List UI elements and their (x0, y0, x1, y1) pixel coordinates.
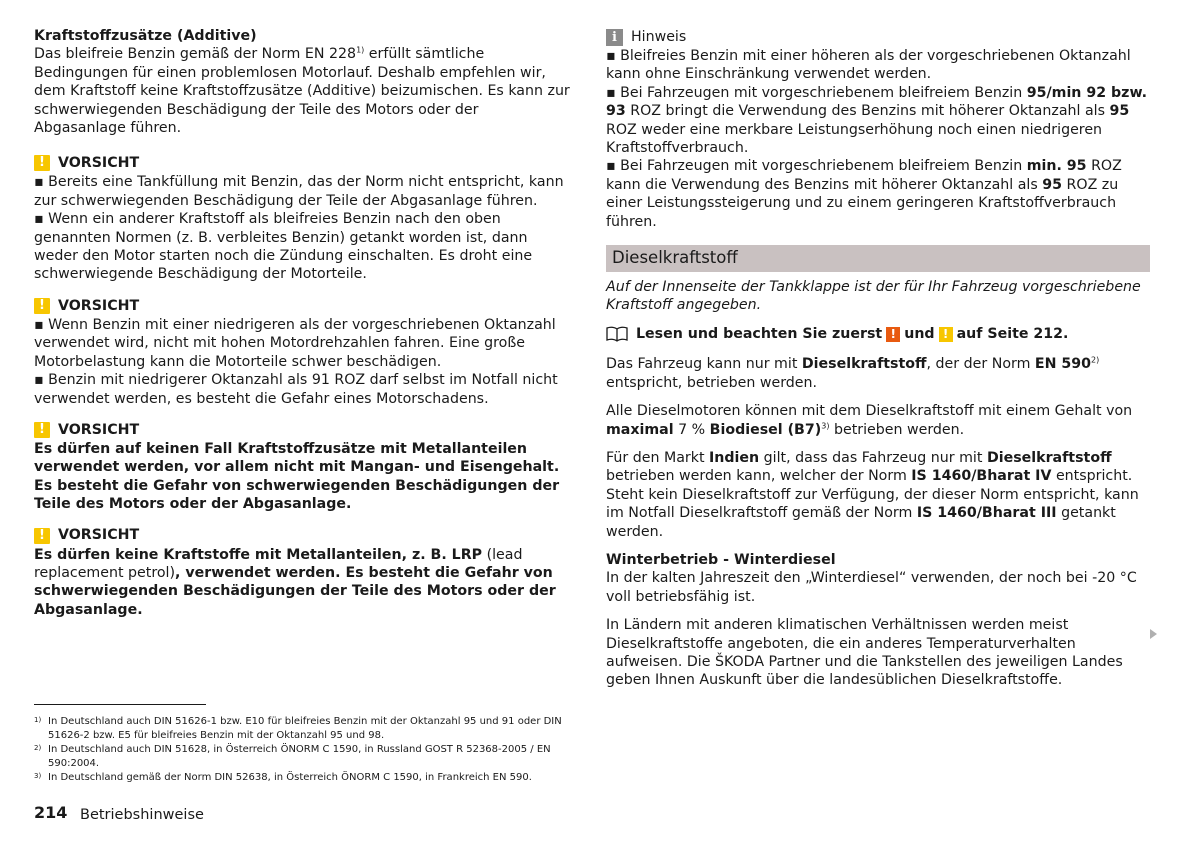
caution-1-header (34, 153, 574, 173)
text: , der der Norm (926, 356, 1035, 373)
warning-icon: ! (34, 155, 50, 171)
section-intro: Auf der Innenseite der Tankklappe ist der für Ihr Fahrzeug vorgeschriebene Kraftstoff angegeben. (606, 279, 1141, 314)
hint-header (606, 27, 1150, 47)
footnote (34, 743, 594, 770)
read-first-row (606, 325, 1150, 343)
hint-item (606, 84, 1150, 158)
warning-icon: ! (34, 528, 50, 544)
bold-text: Dieselkraftstoff (801, 356, 927, 373)
page-section: Betriebshinweise (80, 807, 204, 823)
hint-text: ▪ Bei Fahrzeugen mit vorgeschriebenem bleifreiem Benzin (606, 158, 1027, 175)
section-title-bar (606, 245, 1150, 272)
read-first-text: Lesen und beachten Sie zuerst (636, 325, 883, 342)
hint-item (606, 157, 1150, 231)
caution-label: VORSICHT (58, 297, 140, 314)
footnote-ref-3: 3) (821, 420, 830, 430)
text: entspricht. Steht kein Dieselkraftstoff zur Verfügung, der dieser Norm entspricht, kann im Notfall Dieselkraftstoff gemäß der Norm (606, 468, 1139, 522)
text: gilt, dass das Fahrzeug nur mit (759, 449, 987, 466)
danger-icon[interactable]: ! (886, 327, 900, 342)
footnote-number: 1) (34, 716, 42, 724)
hint-text: ROZ kann die Verwendung des Benzins mit höherer Oktanzahl als (606, 158, 1122, 193)
info-icon: i (606, 29, 623, 46)
hint-bold: 95 (1109, 103, 1130, 120)
caution-4-text-a: Es dürfen keine Kraftstoffe mit Metallanteilen, z. B. LRP (34, 546, 483, 563)
bold-text: EN 590 (1034, 356, 1092, 373)
section-title: Dieselkraftstoff (612, 248, 738, 268)
text: Das Fahrzeug kann nur mit (606, 356, 802, 373)
footnote-number: 2) (34, 744, 42, 753)
bold-text: IS 1460/Bharat IV (911, 468, 1052, 485)
caution-3-text: Es dürfen auf keinen Fall Kraftstoffzusätze mit Metallanteilen verwendet werden, vor allem nicht mit Mangan- und Eisengehalt. Es besteht die Gefahr von schwerwiegenden Beschädigungen der Teile des Motors oder der Abgasanlage. (34, 440, 560, 513)
hint-text: ROZ zu einer Leistungssteigerung und zu einem geringeren Kraftstoffverbrauch führen. (606, 176, 1119, 230)
warning-icon: ! (34, 298, 50, 314)
diesel-paragraph-4: In Ländern mit anderen klimatischen Verhältnissen werden meist Dieselkraftstoffe angeboten, die ein anderes Temperaturverhalten aufweisen. Die ŠKODA Partner und die Tankstellen des jeweiligen Landes geben Ihnen Auskunft über die landesüblichen Dieselkraftstoffe. (606, 617, 1123, 689)
bold-text: maximal (606, 421, 674, 438)
text: getankt werden. (606, 505, 1116, 540)
hint-text: ▪ Bei Fahrzeugen mit vorgeschriebenem bleifreiem Benzin (606, 84, 1027, 101)
read-and-text: und (904, 325, 935, 342)
footnote-text: In Deutschland auch DIN 51626-1 bzw. E10 für bleifreies Benzin mit der Oktanzahl 95 und 91 oder DIN 51626-2 bzw. E5 für bleifreies Benzin mit der Oktanzahl 95 und 98. (48, 716, 562, 741)
bold-text: Biodiesel (B7) (709, 421, 822, 438)
bold-text: Indien (709, 449, 760, 466)
winter-heading: Winterbetrieb - Winterdiesel (606, 551, 836, 568)
footnote-text: In Deutschland auch DIN 51628, in Österreich ÖNORM C 1590, in Russland GOST R 52368-2005 / EN 590:2004. (48, 744, 551, 769)
text: entspricht, betrieben werden. (606, 374, 818, 391)
caution-label: VORSICHT (58, 527, 140, 544)
continue-arrow-icon (1150, 629, 1157, 639)
left-column (34, 27, 574, 619)
winter-text: In der kalten Jahreszeit den „Winterdiesel“ verwenden, der noch bei -20 °C voll betriebsfähig ist. (606, 570, 1137, 605)
caution-label: VORSICHT (58, 155, 140, 172)
caution-4-text-b: (lead replacement petrol) (34, 546, 523, 581)
text: 7 % (673, 421, 710, 438)
footnote-number: 3) (34, 772, 42, 781)
text: betrieben werden. (829, 421, 965, 438)
caution-4-text-c: , verwendet werden. Es besteht die Gefahr von schwerwiegenden Beschädigungen der Teile des Motors oder der Abgasanlage. (34, 564, 556, 618)
footnote-divider (34, 704, 206, 705)
caution-1-item: ▪ Wenn ein anderer Kraftstoff als bleifreies Benzin nach den oben genannten Normen (z. B. verbleites Benzin) getankt worden ist, dann weder den Motor starten noch die Zündung einschalten. Es droht eine schwerwiegende Beschädigung der Motorteile. (34, 211, 533, 283)
book-icon (606, 326, 628, 342)
additive-body-a: Das bleifreie Benzin gemäß der Norm EN 228 (34, 46, 357, 63)
read-page-link[interactable]: auf Seite 212. (956, 325, 1069, 342)
caution-4-text (34, 546, 574, 620)
additive-heading: Kraftstoffzusätze (Additive) (34, 28, 257, 44)
text: betrieben werden kann, welcher der Norm (606, 468, 912, 485)
warning-icon: ! (34, 422, 50, 438)
text: Alle Dieselmotoren können mit dem Dieselkraftstoff mit einem Gehalt von (606, 403, 1133, 420)
bold-text: IS 1460/Bharat III (916, 505, 1057, 522)
caution-3-header (34, 420, 574, 440)
footnote (34, 771, 594, 785)
caution-1-item: ▪ Bereits eine Tankfüllung mit Benzin, das der Norm nicht entspricht, kann zur schwerwiegenden Beschädigung der Teile der Abgasanlage führen. (34, 174, 564, 209)
right-column (606, 27, 1150, 690)
hint-bold: 95/min 92 bzw. 93 (606, 84, 1148, 120)
caution-2-header (34, 296, 574, 316)
diesel-paragraph-3 (606, 449, 1150, 541)
bold-text: Dieselkraftstoff (986, 449, 1112, 466)
warning-icon[interactable]: ! (939, 327, 953, 342)
footnote-ref-2: 2) (1091, 355, 1100, 365)
hint-label: Hinweis (631, 28, 687, 45)
hint-bold: min. 95 (1026, 158, 1087, 175)
hint-text: ROZ bringt die Verwendung des Benzins mit höherer Oktanzahl als (625, 103, 1110, 120)
additive-body (34, 45, 574, 137)
additive-body-b: erfüllt sämtliche Bedingungen für einen problemlosen Motorlauf. Deshalb empfehlen wir, dem Kraftstoff keine Kraftstoffzusätze (Additive) beizumischen. Es kann zur schwerwiegenden Beschädigung der Teile des Motors oder der Abgasanlage führen. (34, 46, 570, 137)
caution-2-item: ▪ Wenn Benzin mit einer niedrigeren als der vorgeschriebenen Oktanzahl verwendet wird, nicht mit hohen Motordrehzahlen fahren. Eine große Motorbelastung kann die Motorteile schwer beschädigen. (34, 316, 556, 370)
hint-bold: 95 (1042, 176, 1063, 193)
caution-label: VORSICHT (58, 421, 140, 438)
hint-item: ▪ Bleifreies Benzin mit einer höheren als der vorgeschriebenen Oktanzahl kann ohne Einschränkung verwendet werden. (606, 48, 1131, 83)
footnote-text: In Deutschland gemäß der Norm DIN 52638, in Österreich ÖNORM C 1590, in Frankreich EN 590. (48, 772, 532, 784)
footnote (34, 715, 594, 742)
text: Für den Markt (606, 449, 710, 466)
caution-2-item: ▪ Benzin mit niedrigerer Oktanzahl als 91 ROZ darf selbst im Notfall nicht verwendet werden, es besteht die Gefahr eines Motorschadens. (34, 372, 558, 407)
hint-text: ROZ weder eine merkbare Leistungserhöhung noch einen niedrigeren Kraftstoffverbrauch. (606, 121, 1103, 157)
diesel-paragraph-1 (606, 355, 1150, 392)
page-number: 214 (34, 803, 68, 822)
footnote-ref-1: 1) (356, 45, 365, 55)
diesel-paragraph-2 (606, 402, 1150, 439)
caution-4-header (34, 526, 574, 546)
footnotes (34, 715, 594, 786)
